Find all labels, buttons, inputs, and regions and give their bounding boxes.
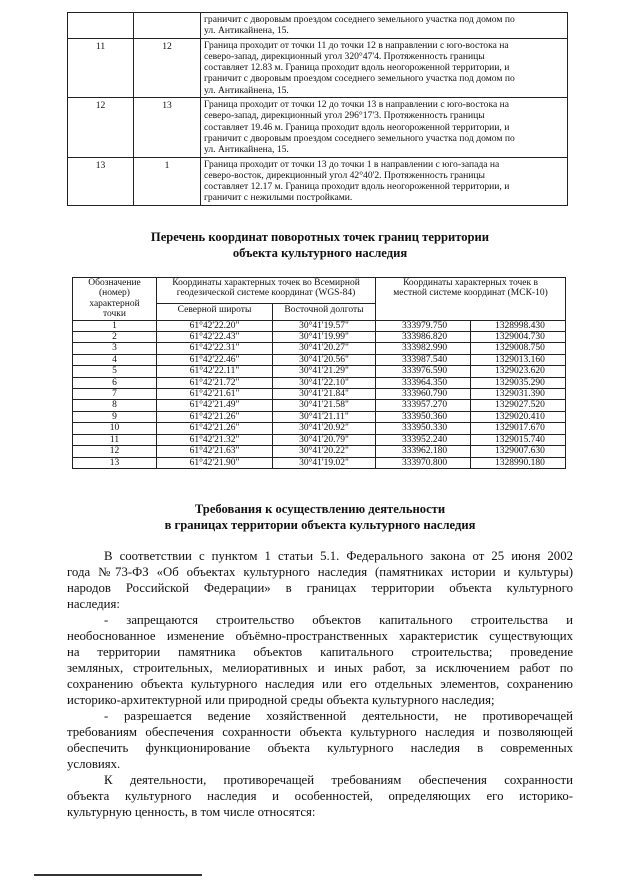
footnote-divider (34, 874, 202, 876)
latitude-cell: 61°42'22.43" (157, 332, 273, 343)
text-line: требованиям обеспечения сохранности объекта культурного наследия и позволяющей (67, 725, 573, 739)
latitude-cell: 61°42'21.32" (157, 434, 273, 445)
longitude-cell: 30°41'19.99" (273, 332, 376, 343)
table-row (68, 13, 568, 39)
description-line: составляет 12.17 м. Граница проходит вдоль неогороженной территории, и (204, 181, 510, 193)
text-line: обеспечить функционирование объекта культурного наследия в современных (67, 741, 573, 755)
point-number-cell: 9 (73, 411, 157, 422)
longitude-cell: 30°41'19.57" (273, 320, 376, 331)
latitude-cell: 61°42'21.90" (157, 457, 273, 468)
local-y-cell: 1329007.630 (471, 446, 566, 457)
from-point-cell (68, 13, 134, 39)
local-y-cell: 1329008.750 (471, 343, 566, 354)
text-line: В соответствии с пунктом 1 статьи 5.1. Федерального закона от 25 июня 2002 (104, 549, 573, 563)
coordinates-heading (0, 230, 640, 261)
description-cell (201, 13, 568, 39)
text-line: культурную ценность, в том числе относятся: (67, 805, 316, 819)
description-line: северо-запад, дирекционный угол 320°47'4. Протяженность границы (204, 50, 485, 62)
point-number-cell: 4 (73, 354, 157, 365)
description-line: граничит с дворовым проездом соседнего земельного участка под домом по (204, 132, 515, 144)
description-line: ул. Антикайнена, 15. (204, 84, 289, 96)
local-x-cell: 333960.790 (376, 389, 471, 400)
header-line: геодезической системе координат (WGS-84) (176, 288, 356, 299)
longitude-cell: 30°41'21.58" (273, 400, 376, 411)
description-cell (201, 38, 568, 97)
local-x-cell: 333950.360 (376, 411, 471, 422)
heading-line: объекта культурного наследия (232, 245, 408, 260)
local-y-cell: 1329017.670 (471, 423, 566, 434)
local-x-cell: 333970.800 (376, 457, 471, 468)
local-x-cell: 333982.990 (376, 343, 471, 354)
header-line: точки (102, 309, 126, 320)
wgs-group-header (157, 278, 376, 304)
point-id-header (73, 278, 157, 321)
longitude-cell: 30°41'20.27" (273, 343, 376, 354)
text-line: историко-архитектурной или природной среды объекта культурного наследия; (67, 693, 495, 707)
text-line: сохранению объекта культурного наследия или его отдельных элементов, сохранению (67, 677, 573, 691)
table-row (73, 446, 566, 457)
table-row (73, 320, 566, 331)
point-number-cell: 8 (73, 400, 157, 411)
description-cell (201, 98, 568, 157)
local-x-cell: 333957.270 (376, 400, 471, 411)
description-line: граничит с дворовым проездом соседнего земельного участка под домом по (204, 14, 515, 25)
local-x-cell: 333987.540 (376, 354, 471, 365)
longitude-cell: 30°41'20.92" (273, 423, 376, 434)
local-x-cell: 333976.590 (376, 366, 471, 377)
local-x-cell: 333952.240 (376, 434, 471, 445)
longitude-header: Восточной долготы (273, 304, 376, 320)
from-point-cell: 13 (68, 157, 134, 205)
msk-group-header (376, 278, 566, 321)
boundary-description-table (67, 12, 568, 206)
longitude-cell: 30°41'21.11" (273, 411, 376, 422)
heading-line: Требования к осуществлению деятельности (194, 502, 446, 516)
latitude-cell: 61°42'22.11" (157, 366, 273, 377)
latitude-cell: 61°42'21.61" (157, 389, 273, 400)
to-point-cell (134, 13, 201, 39)
to-point-cell: 13 (134, 98, 201, 157)
local-y-cell: 1329015.740 (471, 434, 566, 445)
description-line: Граница проходит от точки 13 до точки 1 в направлении с юго-запада на (204, 158, 500, 170)
table-row (68, 98, 568, 157)
table-row (73, 400, 566, 411)
point-number-cell: 2 (73, 332, 157, 343)
table-row (73, 366, 566, 377)
table-row (68, 38, 568, 97)
text-line: объекта культурного наследия и особенностей, определяющих его историко- (67, 789, 573, 803)
to-point-cell: 1 (134, 157, 201, 205)
header-line: местной системе координат (МСК-10) (393, 288, 548, 299)
longitude-cell: 30°41'20.79" (273, 434, 376, 445)
latitude-cell: 61°42'22.20" (157, 320, 273, 331)
table-header-row (73, 278, 566, 304)
point-number-cell: 5 (73, 366, 157, 377)
latitude-cell: 61°42'21.72" (157, 377, 273, 388)
point-number-cell: 11 (73, 434, 157, 445)
local-x-cell: 333986.820 (376, 332, 471, 343)
local-y-cell: 1329020.410 (471, 411, 566, 422)
local-y-cell: 1328990.180 (471, 457, 566, 468)
point-number-cell: 7 (73, 389, 157, 400)
paragraph (67, 772, 573, 820)
text-line: на территории памятника объектов капитального строительства; проведение (67, 645, 573, 659)
requirements-text (67, 548, 573, 820)
header-line: Обозначение (88, 278, 141, 288)
table-row (68, 157, 568, 205)
description-line: составляет 19.46 м. Граница проходит вдоль неогороженной территории, и (204, 121, 510, 133)
point-number-cell: 3 (73, 343, 157, 354)
local-x-cell: 333964.350 (376, 377, 471, 388)
longitude-cell: 30°41'19.02" (273, 457, 376, 468)
coordinates-table (72, 277, 566, 469)
latitude-cell: 61°42'21.26" (157, 411, 273, 422)
text-line: народов Российской Федерации» в границах территории объекта культурного (67, 581, 573, 595)
point-number-cell: 10 (73, 423, 157, 434)
table-row (73, 389, 566, 400)
local-x-cell: 333962.180 (376, 446, 471, 457)
text-line: условиях. (67, 757, 121, 771)
latitude-cell: 61°42'21.63" (157, 446, 273, 457)
description-line: ул. Антикайнена, 15. (204, 144, 289, 156)
header-line: Координаты характерных точек во Всемирной (172, 278, 360, 288)
latitude-cell: 61°42'21.49" (157, 400, 273, 411)
description-line: граничит с дворовым проездом соседнего земельного участка под домом по (204, 73, 515, 85)
text-line: наследия: (67, 597, 120, 611)
latitude-cell: 61°42'21.26" (157, 423, 273, 434)
table-row (73, 423, 566, 434)
paragraph (67, 708, 573, 772)
point-number-cell: 13 (73, 457, 157, 468)
description-line: Граница проходит от точки 11 до точки 12 в направлении с юго-востока на (204, 39, 509, 51)
text-line: К деятельности, противоречащей требованиям обеспечения сохранности (104, 773, 573, 787)
longitude-cell: 30°41'21.84" (273, 389, 376, 400)
local-y-cell: 1329013.160 (471, 354, 566, 365)
local-x-cell: 333950.330 (376, 423, 471, 434)
description-cell (201, 157, 568, 205)
table-row (73, 434, 566, 445)
from-point-cell: 11 (68, 38, 134, 97)
local-y-cell: 1328998.430 (471, 320, 566, 331)
point-number-cell: 1 (73, 320, 157, 331)
paragraph (67, 548, 573, 612)
local-y-cell: 1329004.730 (471, 332, 566, 343)
to-point-cell: 12 (134, 38, 201, 97)
heading-line: в границах территории объекта культурного наследия (164, 517, 476, 532)
latitude-cell: 61°42'22.31" (157, 343, 273, 354)
description-line: северо-восток, дирекционный угол 42°40'2. Протяженность границы (204, 169, 485, 181)
table-row (73, 411, 566, 422)
description-line: ул. Антикайнена, 15. (204, 25, 289, 37)
text-line: земляных, строительных, мелиоративных и иных работ, за исключением работ по (67, 661, 573, 675)
local-x-cell: 333979.750 (376, 320, 471, 331)
latitude-cell: 61°42'22.46" (157, 354, 273, 365)
longitude-cell: 30°41'21.29" (273, 366, 376, 377)
description-line: граничит с нежилыми постройками. (204, 192, 353, 204)
paragraph (67, 612, 573, 708)
local-y-cell: 1329027.520 (471, 400, 566, 411)
header-line: (номер) (99, 288, 130, 299)
description-line: составляет 12.83 м. Граница проходит вдоль неогороженной территории, и (204, 62, 510, 74)
description-line: Граница проходит от точки 12 до точки 13 в направлении с юго-востока на (204, 99, 510, 111)
longitude-cell: 30°41'22.10" (273, 377, 376, 388)
local-y-cell: 1329031.390 (471, 389, 566, 400)
text-line: - разрешается ведение хозяйственной деятельности, не противоречащей (104, 709, 573, 723)
longitude-cell: 30°41'20.56" (273, 354, 376, 365)
latitude-header: Северной широты (157, 304, 273, 320)
longitude-cell: 30°41'20.22" (273, 446, 376, 457)
header-line: характерной (89, 298, 140, 309)
table-row (73, 354, 566, 365)
table-row (73, 457, 566, 468)
point-number-cell: 12 (73, 446, 157, 457)
local-y-cell: 1329023.620 (471, 366, 566, 377)
table-row (73, 377, 566, 388)
table-row (73, 332, 566, 343)
table-row (73, 343, 566, 354)
text-line: года №73-ФЗ «Об объектах культурного наследия (памятниках истории и культуры) (67, 565, 573, 579)
from-point-cell: 12 (68, 98, 134, 157)
text-line: - запрещаются строительство объектов капитального строительства и (104, 613, 573, 627)
local-y-cell: 1329035.290 (471, 377, 566, 388)
text-line: необоснованное изменение объёмно-пространственных характеристик существующих (67, 629, 573, 643)
requirements-heading (0, 502, 640, 533)
description-line: северо-запад, дирекционный угол 296°17'3. Протяженность границы (204, 110, 485, 122)
header-line: Координаты характерных точек в (403, 278, 538, 288)
heading-line: Перечень координат поворотных точек границ территории (150, 230, 490, 244)
point-number-cell: 6 (73, 377, 157, 388)
coordinates-table-body (73, 320, 566, 468)
